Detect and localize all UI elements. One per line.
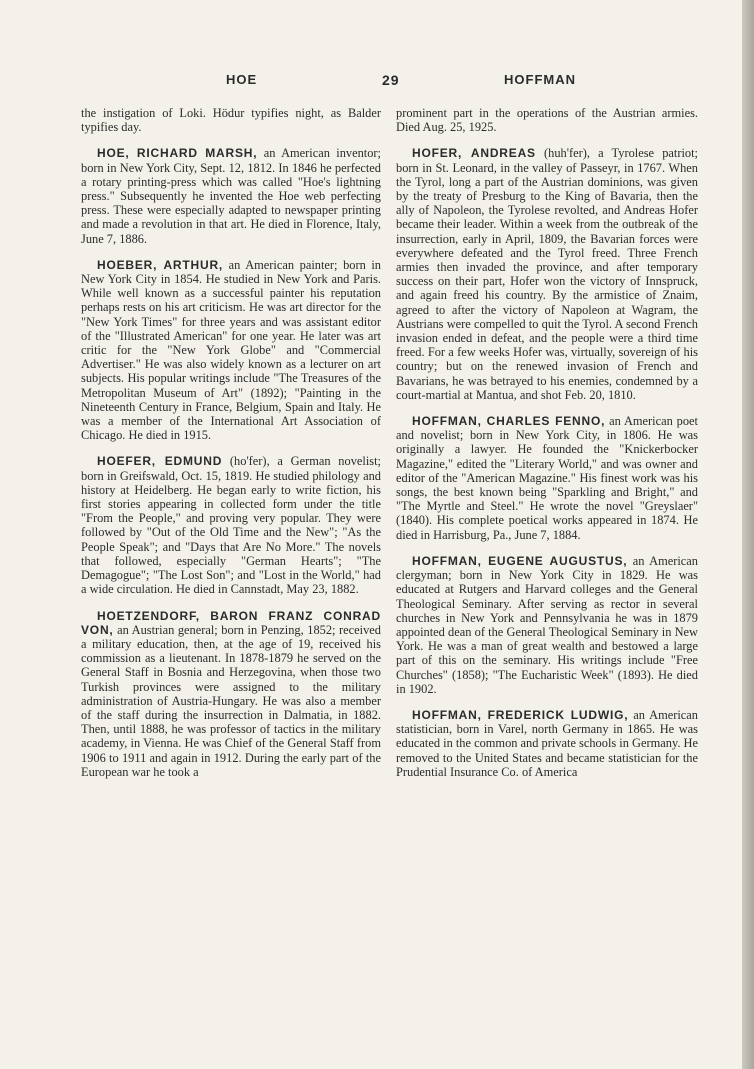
- entry-paragraph: HOFFMAN, EUGENE AUGUSTUS, an American clergyman; born in New York City in 1829. He was educated at Rutgers and Harvard colleges and the General Theological Seminary. After serving as rector in several churches in New York and Pennsylvania he was in 1879 appointed dean of the General Theological Seminary in New York. He was a man of great wealth and bestowed a large part of this on the seminary. His writings include "Free Churches" (1858); "The Eucharistic Week" (1893). He died in 1902.: [396, 553, 698, 696]
- header-left-guide-word: HOE: [226, 72, 258, 87]
- entry-paragraph: the instigation of Loki. Hödur typifies night, as Balder typifies day.: [81, 106, 381, 135]
- entry-paragraph: HOEBER, ARTHUR, an American painter; born in New York City in 1854. He studied in New York and Paris. While well known as a successful painter his reputation perhaps rests on his art criticism. He was art director for the "New York Times" for three years and was assistant editor of the "Illustrated American" for one year. He later was art critic for the "New York Globe" and "Commercial Advertiser." He was also widely known as a lecturer on art subjects. His popular writings include "The Treasures of the Metropolitan Museum of Art" (1892); "Painting in the Nineteenth Century in France, Belgium, Spain and Italy. He was a member of the International Art Association of Chicago. He died in 1915.: [81, 257, 381, 443]
- page-number: 29: [382, 72, 400, 88]
- entry-paragraph: HOETZENDORF, BARON FRANZ CONRAD VON, an Austrian general; born in Penzing, 1852; received a military education, then, at the age of 19, received his commission as a lieutenant. In 1878-1879 he served on the General Staff in Bosnia and Herzegovina, when those two Turkish provinces were assigned to the military administration of Austria-Hungary. He was also a member of the staff during the insurrection in Dalmatia, in 1882. Then, until 1888, he was professor of tactics in the military academy, in Vienna. He was Chief of the General Staff from 1906 to 1911 and again in 1912. During the early part of the European war he took a: [81, 608, 381, 779]
- entry-headword: HOFFMAN, EUGENE AUGUSTUS,: [412, 553, 628, 568]
- entry-paragraph: HOEFER, EDMUND (ho'fer), a German novelist; born in Greifswald, Oct. 15, 1819. He studied philology and history at Heidelberg. He began early to write fiction, his first stories appearing in collected form under the title "From the People," and proving very popular. They were followed by "Out of the Old Time and the New"; "As the People Speak"; and "Days that Are No More." The novels that followed, especially "German Hearts"; "The Demagogue"; "The Lost Son"; and "Lost in the World," had a wide circulation. He died in Cannstadt, May 23, 1882.: [81, 454, 381, 597]
- entry-paragraph: prominent part in the operations of the Austrian armies. Died Aug. 25, 1925.: [396, 106, 698, 135]
- entry-headword: HOFER, ANDREAS: [412, 146, 536, 161]
- entry-headword: HOEFER, EDMUND: [97, 454, 223, 469]
- entry-headword: HOETZENDORF, BARON FRANZ CONRAD VON,: [81, 608, 381, 637]
- entry-headword: HOEBER, ARTHUR,: [97, 257, 224, 272]
- page-edge-shadow: [742, 0, 754, 1069]
- running-header: [80, 72, 664, 92]
- entry-paragraph: HOE, RICHARD MARSH, an American inventor; born in New York City, Sept. 12, 1812. In 1846 he perfected a rotary printing-press which was called "Hoe's lightning press." Subsequently he invented the Hoe web perfecting press. These were especially adapted to newspaper printing and made a revolution in that art. He died in Florence, Italy, June 7, 1886.: [81, 146, 382, 246]
- entry-headword: HOFFMAN, FREDERICK LUDWIG,: [412, 707, 629, 722]
- left-column: [81, 106, 381, 791]
- entry-headword: HOE, RICHARD MARSH,: [97, 146, 258, 161]
- entry-paragraph: HOFFMAN, FREDERICK LUDWIG, an American statistician, born in Varel, north Germany in 1865. He was educated in the common and private schools in Germany. He removed to the United States and became statistician for the Prudential Insurance Co. of America: [396, 707, 698, 779]
- right-column: [396, 106, 698, 791]
- header-right-guide-word: HOFFMAN: [504, 72, 576, 87]
- entry-headword: HOFFMAN, CHARLES FENNO,: [412, 414, 606, 429]
- entry-paragraph: HOFFMAN, CHARLES FENNO, an American poet and novelist; born in New York City, in 1806. He was originally a lawyer. He founded the "Knickerbocker Magazine," edited the "Literary World," and was owner and editor of the "American Magazine." His finest work was his songs, the best known being "Sparkling and Bright," and "The Myrtle and Steel." He wrote the novel "Greyslaer" (1840). His complete poetical works appeared in 1874. He died in Harrisburg, Pa., June 7, 1884.: [396, 414, 698, 542]
- entry-paragraph: HOFER, ANDREAS (huh'fer), a Tyrolese patriot; born in St. Leonard, in the valley of Passeyr, in 1767. When the Tyrol, long a part of the Austrian dominions, was given by the treaty of Presburg to the King of Bavaria, then the ally of Napoleon, the Tyrolese revolted, and Andreas Hofer became their leader. Within a week from the outbreak of the insurrection, early in April, 1809, the Bavarian forces were everywhere defeated and the Tyrol freed. Three French armies then invaded the province, and after temporary success on their part, Hofer won the victory of Innspruck, and again freed his country. By the armistice of Znaim, agreed to after the victory of Napoleon at Wagram, the Austrians were compelled to quit the Tyrol. A second French invasion ended in defeat, and the people were a third time freed. For a few weeks Hofer was, virtually, sovereign of his country; but on the renewed invasion of French and Bavarians, he was betrayed to his enemies, condemned by a court-martial at Mantua, and shot Feb. 20, 1810.: [396, 146, 698, 402]
